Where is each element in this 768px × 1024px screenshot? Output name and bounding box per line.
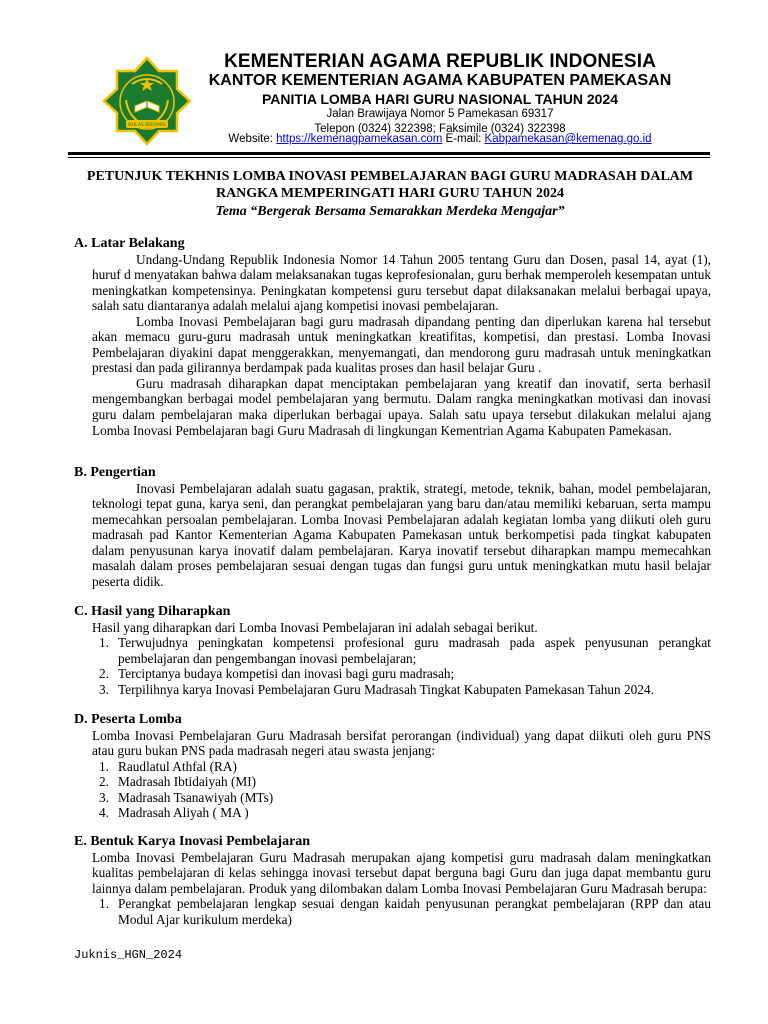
section-heading: A. Latar Belakang — [74, 236, 185, 251]
section-heading: C. Hasil yang Diharapkan — [74, 604, 231, 619]
org-line-3: PANITIA LOMBA HARI GURU NASIONAL TAHUN 2024 — [262, 91, 618, 107]
paragraph: Undang-Undang Republik Indonesia Nomor 14 Tahun 2005 tentang Guru dan Dosen, pasal 14, ayat (1), huruf d menyatakan bahwa dalam melaksanakan tugas keprofesionalan, guru berhak memperoleh kesempatan untuk meningkatkan kompetensinya. Peningkatan kompetensi guru tersebut dapat dilaksanakan melalui berbagai upaya, salah satu diantaranya adalah melalui ajang kompetisi inovasi pembelajaran. — [92, 251, 711, 314]
section-heading: E. Bentuk Karya Inovasi Pembelajaran — [74, 834, 311, 849]
paragraph: Lomba Inovasi Pembelajaran Guru Madrasah bersifat perorangan (individual) yang dapat diikuti oleh guru PNS atau guru bukan PNS pada madrasah negeri atau swasta jenjang: — [92, 727, 711, 759]
numbered-list — [74, 635, 711, 697]
contact-line — [180, 133, 700, 145]
section-bentuk-karya — [74, 834, 711, 927]
section-pengertian — [74, 465, 711, 589]
list-item: 2. Madrasah Ibtidaiyah (MI) — [99, 774, 257, 790]
section-latar-belakang — [74, 236, 711, 438]
website-label: Website: — [228, 133, 277, 145]
paragraph: Lomba Inovasi Pembelajaran Guru Madrasah merupakan ajang kompetisi guru madrasah dalam meningkatkan kualitas pembelajaran di kelas sehingga inovasi tersebut dapat berguna bagi Guru dan juga dapat membantu guru lainnya dalam pembelajaran. Produk yang dilombakan dalam Lomba Inovasi Pembelajaran Guru Madrasah berupa: — [92, 849, 711, 896]
letterhead-rule-thin — [68, 157, 710, 158]
paragraph: Inovasi Pembelajaran adalah suatu gagasan, praktik, strategi, metode, teknik, bahan, model pembelajaran, teknologi tepat guna, karya seni, dan perangkat pembelajaran yang baru dan/atau memiliki kebaruan, serta mampu memecahkan persoalan pembelajaran. Lomba Inovasi Pembelajaran adalah kegiatan lomba yang diikuti oleh guru madrasah pad Kantor Kementerian Agama Kabupaten Pamekasan untuk berkompetisi pada tingkat kabupaten dalam penyusunan karya inovatif dalam pembelajaran. Karya inovatif tersebut diharapkan mampu memecahkan masalah dalam proses pembelajaran sesuai dengan tugas dan fungsi guru untuk meningkatkan mutu hasil belajar peserta didik. — [92, 480, 711, 589]
section-heading: B. Pengertian — [74, 465, 156, 480]
footer-code: Juknis_HGN_2024 — [74, 948, 183, 962]
section-hasil — [74, 604, 711, 697]
letterhead-rule-thick — [68, 152, 710, 155]
phone: Telepon (0324) 322398; Faksimile (0324) 322398 — [314, 123, 566, 135]
paragraph: Guru madrasah diharapkan dapat menciptakan pembelajaran yang kreatif dan inovatif, serta berhasil mengembangkan berbagai model pembelajaran yang bermutu. Dalam rangka meningkatkan motivasi dan inovasi guru dalam pembelajaran maka diperlukan berbagai upaya. Salah satu upaya tersebut dilakukan melalui ajang Lomba Inovasi Pembelajaran bagi Guru Madrasah di lingkungan Kementrian Agama Kabupaten Pamekasan. — [92, 375, 711, 438]
list-item: 1. Raudlatul Athfal (RA) — [99, 758, 237, 774]
numbered-list — [74, 759, 711, 821]
list-item: 1. Perangkat pembelajaran lengkap sesuai dengan kaidah penyusunan perangkat pembelajaran (RPP dan atau Modul Ajar kurikulum merdeka) — [99, 896, 711, 927]
email-label: E-mail: — [442, 133, 485, 145]
list-item: 4. Madrasah Aliyah ( MA ) — [99, 805, 249, 821]
doc-title-line-2: RANGKA MEMPERINGATI HARI GURU TAHUN 2024 — [215, 186, 565, 201]
section-heading: D. Peserta Lomba — [74, 712, 182, 727]
address: Jalan Brawijaya Nomor 5 Pamekasan 69317 — [326, 108, 554, 120]
numbered-list — [74, 896, 711, 927]
doc-theme: Tema “Bergerak Bersama Semarakkan Merdeka Mengajar” — [215, 204, 565, 219]
paragraph: Hasil yang diharapkan dari Lomba Inovasi Pembelajaran ini adalah sebagai berikut. — [92, 619, 538, 635]
kemenag-logo — [102, 56, 192, 146]
list-item: 3. Terpilihnya karya Inovasi Pembelajaran Guru Madrasah Tingkat Kabupaten Pamekasan Tahun 2024. — [99, 681, 654, 697]
paragraph: Lomba Inovasi Pembelajaran bagi guru madrasah dipandang penting dan diperlukan karena hal tersebut akan memacu guru-guru madrasah untuk meningkatkan kreatifitas, kompetisi, dan prestasi. Lomba Inovasi Pembelajaran diyakini dapat menggerakkan, menyemangati, dan mendorong guru madrasah untuk meningkatkan prestasi dan pada gilirannya berdampak pada kualitas proses dan hasil belajar Guru . — [92, 313, 711, 376]
svg-text:IKHLAS BERAMAL: IKHLAS BERAMAL — [127, 123, 167, 128]
org-line-1: KEMENTERIAN AGAMA REPUBLIK INDONESIA — [224, 51, 656, 72]
website-link[interactable]: https://kemenagpamekasan.com — [276, 133, 443, 145]
list-item: 3. Madrasah Tsanawiyah (MTs) — [99, 789, 274, 805]
list-item: 2. Terciptanya budaya kompetisi dan inovasi bagi guru madrasah; — [99, 666, 455, 682]
section-peserta — [74, 712, 711, 821]
email-link[interactable]: Kabpamekasan@kemenag.go.id — [484, 133, 652, 145]
org-line-2: KANTOR KEMENTERIAN AGAMA KABUPATEN PAMEKASAN — [208, 72, 672, 89]
list-item: 1. Terwujudnya peningkatan kompetensi profesional guru madrasah pada aspek penyusunan perangkat pembelajaran dan pengembangan inovasi pembelajaran; — [99, 635, 711, 666]
doc-title-line-1: PETUNJUK TEKHNIS LOMBA INOVASI PEMBELAJARAN BAGI GURU MADRASAH DALAM — [86, 169, 694, 184]
